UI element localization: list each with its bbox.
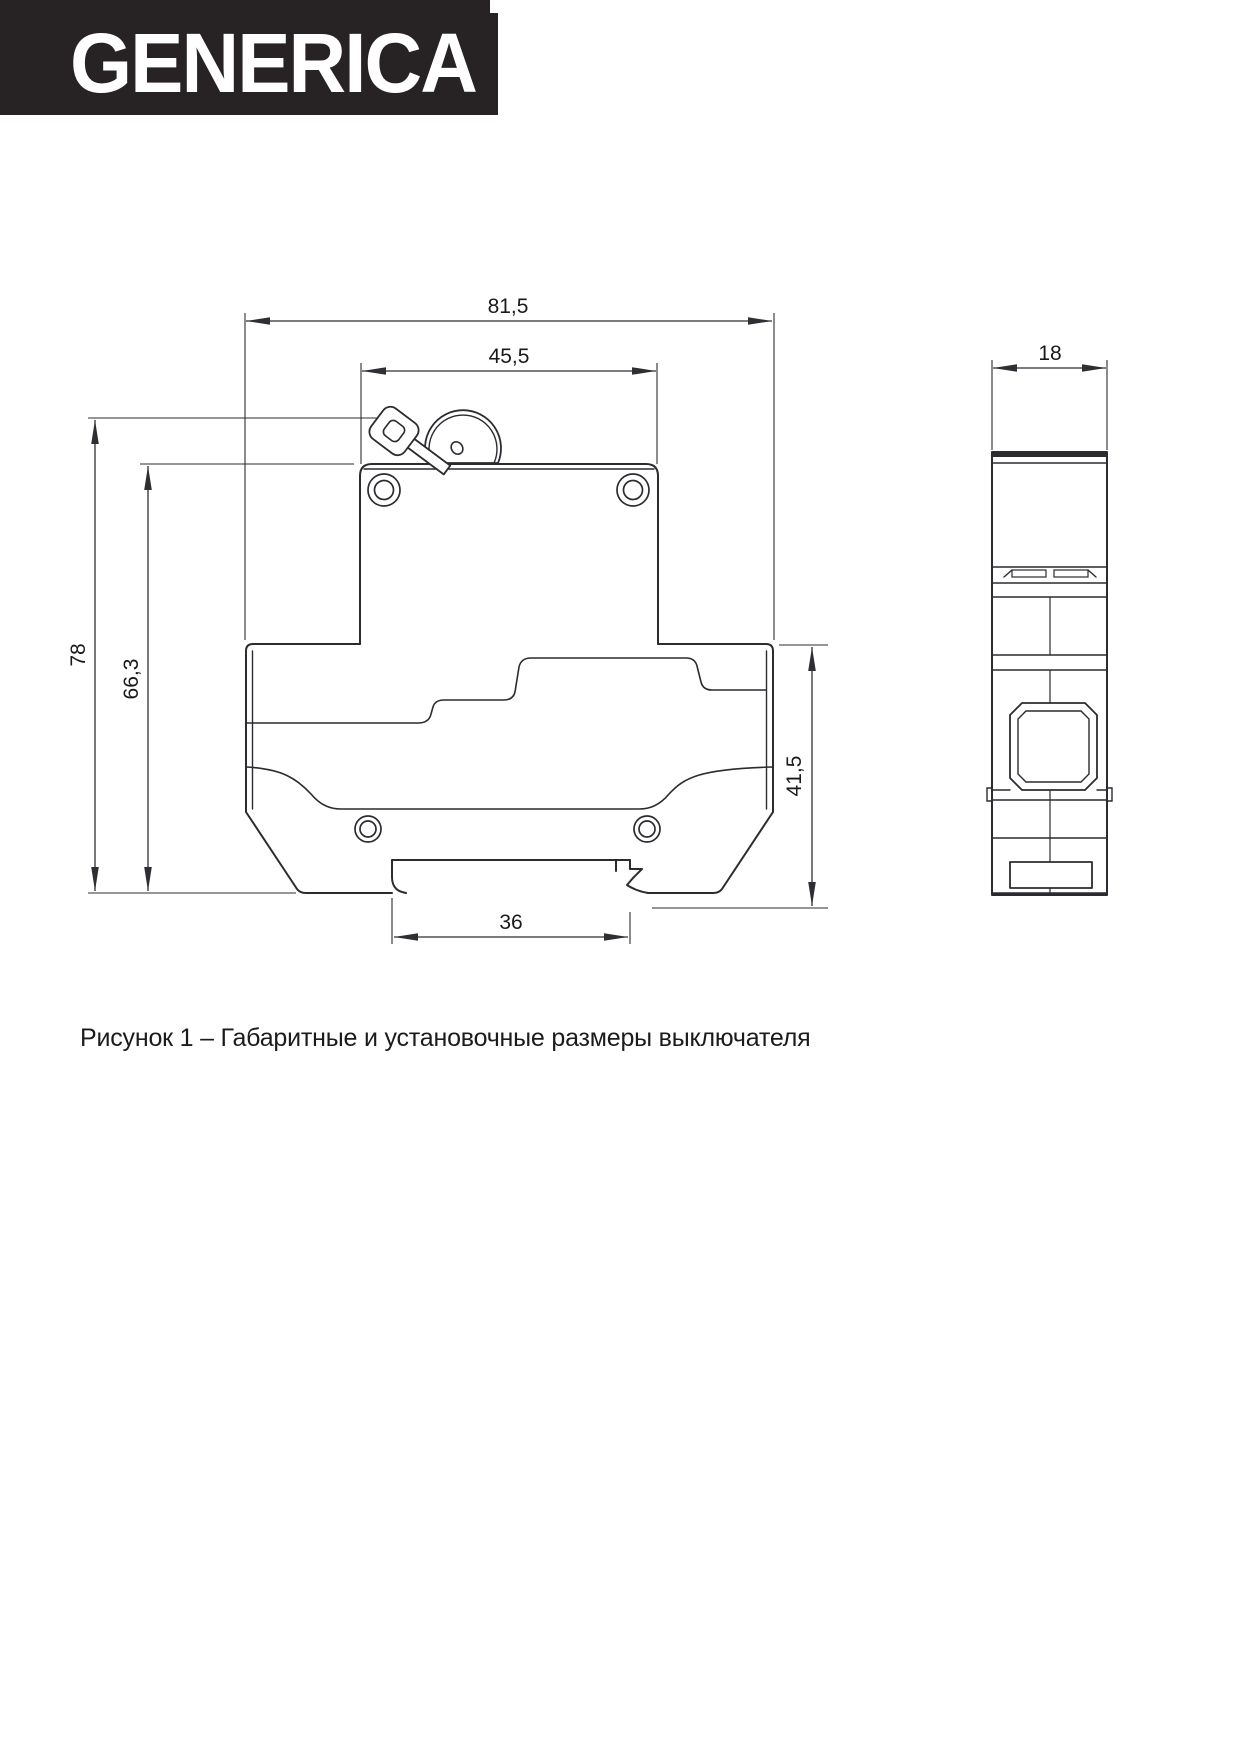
screw-top-left xyxy=(368,474,400,506)
dimension-din-slot-width-label: 36 xyxy=(499,911,523,934)
dimension-overall-height xyxy=(67,420,95,891)
dimension-lower-height xyxy=(783,647,812,906)
side-view xyxy=(987,360,1112,895)
din-rail-slot xyxy=(392,860,648,893)
figure-caption: Рисунок 1 – Габаритные и установочные размеры выключателя xyxy=(80,1024,811,1052)
dimension-lower-height-label: 41,5 xyxy=(783,755,806,797)
label-plate xyxy=(1010,862,1092,888)
dimension-overall-width-label: 81,5 xyxy=(487,295,529,318)
screw-bottom-left xyxy=(360,821,376,837)
dimension-body-height-label: 66,3 xyxy=(120,658,143,700)
front-view xyxy=(88,313,828,944)
terminal-block xyxy=(360,464,658,644)
body-outline xyxy=(246,644,773,893)
handle-window xyxy=(1010,703,1097,790)
dimension-overall-width xyxy=(246,295,772,321)
screw-top-right xyxy=(624,481,643,500)
dimension-mounting-width-label: 45,5 xyxy=(488,345,530,368)
body-lower-contour xyxy=(246,767,773,809)
dimension-din-slot-width xyxy=(394,911,628,937)
screw-bottom-right xyxy=(639,821,655,837)
extension-lines xyxy=(88,313,828,944)
louver-vents xyxy=(992,567,1107,583)
dimension-mounting-width xyxy=(362,345,656,371)
dimension-depth xyxy=(993,342,1106,368)
dimension-overall-height-label: 78 xyxy=(67,643,90,667)
brand-logo-text: GENERICA xyxy=(70,16,477,110)
body-step-contour xyxy=(246,658,766,723)
dimension-depth-label: 18 xyxy=(1038,342,1062,365)
screw-top-left xyxy=(375,481,394,500)
screw-top-right xyxy=(617,474,649,506)
dimension-body-height xyxy=(120,466,148,891)
screw-bottom-left xyxy=(355,816,381,842)
screw-bottom-right xyxy=(634,816,660,842)
